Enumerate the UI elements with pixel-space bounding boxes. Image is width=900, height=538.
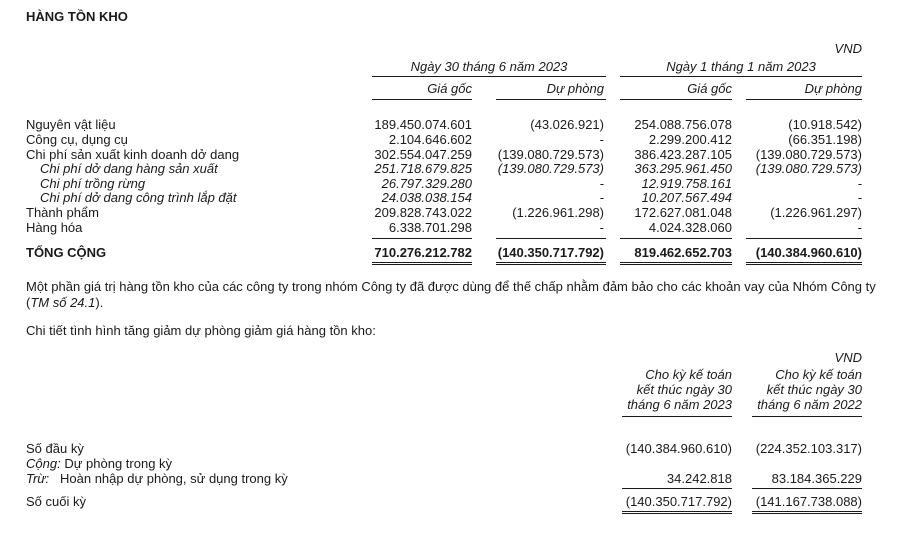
col2022-line3: tháng 6 năm 2022	[757, 397, 862, 412]
total-rule-3	[620, 262, 732, 265]
note-reference: TM số 24.1	[30, 295, 96, 310]
cell-provision-2023: (1.226.961.298)	[512, 205, 604, 220]
period-underline-2	[620, 76, 862, 77]
t2-total-rule-1	[622, 511, 732, 514]
col2022-line2: kết thúc ngày 30	[766, 382, 862, 397]
subtotal-rule-3	[620, 238, 732, 239]
less-row	[26, 471, 288, 486]
row-label: Công cụ, dụng cụ	[26, 132, 128, 147]
col2023-line3: tháng 6 năm 2023	[627, 397, 732, 412]
cell-provision-2022: (66.351.198)	[788, 132, 862, 147]
cell-cost-2023: 251.718.679.825	[374, 161, 472, 176]
period-header-2023: Ngày 30 tháng 6 năm 2023	[410, 59, 568, 74]
row-label: Chi phí trồng rừng	[40, 176, 146, 191]
total-cost-2023: 710.276.212.782	[374, 245, 472, 260]
less-2022: 83.184.365.229	[771, 471, 862, 486]
cell-cost-2023: 302.554.047.259	[374, 147, 472, 162]
row-label: Chi phí dở dang công trình lắp đặt	[40, 190, 237, 205]
note-line-1: Một phần giá trị hàng tồn kho của các công ty trong nhóm Công ty đã được dùng để thế chấp nhằm đảm bảo cho các khoản vay của Nhóm Công ty	[26, 279, 876, 294]
currency-label: VND	[834, 41, 862, 56]
less-2023: 34.242.818	[666, 471, 732, 486]
col-cost-1: Giá gốc	[427, 81, 472, 96]
t2-header-rule-2	[752, 416, 862, 417]
cell-cost-2022: 363.295.961.450	[634, 161, 732, 176]
opening-2023: (140.384.960.610)	[625, 441, 732, 456]
cell-cost-2023: 26.797.329.280	[381, 176, 472, 191]
row-label: Thành phẩm	[26, 205, 99, 220]
col-underline-4	[746, 99, 862, 100]
col-underline-3	[620, 99, 732, 100]
less-prefix: Trừ:	[26, 471, 50, 486]
col-underline-2	[496, 99, 606, 100]
add-prefix: Cộng:	[26, 456, 61, 471]
total-rule-1	[372, 262, 472, 265]
total-provision-2023: (140.350.717.792)	[497, 245, 604, 260]
cell-cost-2023: 209.828.743.022	[374, 205, 472, 220]
add-row	[26, 456, 172, 471]
cell-cost-2023: 6.338.701.298	[388, 220, 472, 235]
closing-2023: (140.350.717.792)	[625, 494, 732, 509]
cell-provision-2022: (139.080.729.573)	[755, 147, 862, 162]
cell-provision-2022: (139.080.729.573)	[755, 161, 862, 176]
add-label: Dự phòng trong kỳ	[64, 456, 173, 471]
section-title: HÀNG TỒN KHO	[26, 9, 128, 24]
period-header-2022: Ngày 1 tháng 1 năm 2023	[666, 59, 816, 74]
provision-intro: Chi tiết tình hình tăng giảm dự phòng giảm giá hàng tồn kho:	[26, 323, 376, 338]
cell-cost-2023: 2.104.646.602	[388, 132, 472, 147]
currency-label-2: VND	[834, 350, 862, 365]
note-paren-close: ).	[95, 295, 104, 310]
cell-provision-2022: (1.226.961.297)	[770, 205, 862, 220]
row-label: Nguyên vật liệu	[26, 117, 116, 132]
total-label: TỔNG CỘNG	[26, 245, 107, 260]
period-underline-1	[372, 76, 606, 77]
cell-provision-2022: -	[857, 220, 862, 235]
cell-provision-2023: (139.080.729.573)	[497, 147, 604, 162]
row-label: Chi phí dở dang hàng sản xuất	[40, 161, 218, 176]
less-label: Hoàn nhập dự phòng, sử dụng trong kỳ	[60, 471, 288, 486]
subtotal-rule-4	[746, 238, 862, 239]
subtotal-rule-1	[372, 238, 472, 239]
col-provision-2: Dự phòng	[804, 81, 862, 96]
cell-provision-2022: -	[857, 190, 862, 205]
col2023-line1: Cho kỳ kế toán	[645, 367, 732, 382]
total-rule-2	[496, 262, 606, 265]
note-line-2	[26, 295, 103, 310]
total-cost-2022: 819.462.652.703	[634, 245, 732, 260]
t2-header-rule-1	[622, 416, 732, 417]
subtotal-rule-2	[496, 238, 606, 239]
col-provision-1: Dự phòng	[546, 81, 604, 96]
closing-2022: (141.167.738.088)	[755, 494, 862, 509]
cell-provision-2022: (10.918.542)	[788, 117, 862, 132]
cell-cost-2022: 172.627.081.048	[634, 205, 732, 220]
col-cost-2: Giá gốc	[687, 81, 732, 96]
opening-2022: (224.352.103.317)	[755, 441, 862, 456]
row-label: Hàng hóa	[26, 220, 83, 235]
col2023-line2: kết thúc ngày 30	[636, 382, 732, 397]
cell-provision-2023: (43.026.921)	[530, 117, 604, 132]
cell-cost-2022: 2.299.200.412	[648, 132, 732, 147]
col2022-line1: Cho kỳ kế toán	[775, 367, 862, 382]
cell-provision-2023: -	[599, 132, 604, 147]
opening-label: Số đầu kỳ	[26, 441, 84, 456]
row-label: Chi phí sản xuất kinh doanh dở dang	[26, 147, 240, 162]
cell-provision-2023: (139.080.729.573)	[497, 161, 604, 176]
cell-cost-2022: 4.024.328.060	[648, 220, 732, 235]
cell-cost-2023: 24.038.038.154	[381, 190, 472, 205]
t2-sub-rule-1	[622, 488, 732, 489]
cell-cost-2022: 386.423.287.105	[634, 147, 732, 162]
t2-sub-rule-2	[752, 488, 862, 489]
note-paren-open: (	[26, 295, 31, 310]
cell-provision-2023: -	[599, 190, 604, 205]
total-rule-4	[746, 262, 862, 265]
cell-provision-2023: -	[599, 220, 604, 235]
closing-label: Số cuối kỳ	[26, 494, 86, 509]
cell-cost-2023: 189.450.074.601	[374, 117, 472, 132]
cell-provision-2023: -	[599, 176, 604, 191]
total-provision-2022: (140.384.960.610)	[755, 245, 862, 260]
cell-cost-2022: 12.919.758.161	[641, 176, 732, 191]
cell-cost-2022: 10.207.567.494	[641, 190, 732, 205]
cell-cost-2022: 254.088.756.078	[634, 117, 732, 132]
cell-provision-2022: -	[857, 176, 862, 191]
t2-total-rule-2	[752, 511, 862, 514]
col-underline-1	[372, 99, 472, 100]
